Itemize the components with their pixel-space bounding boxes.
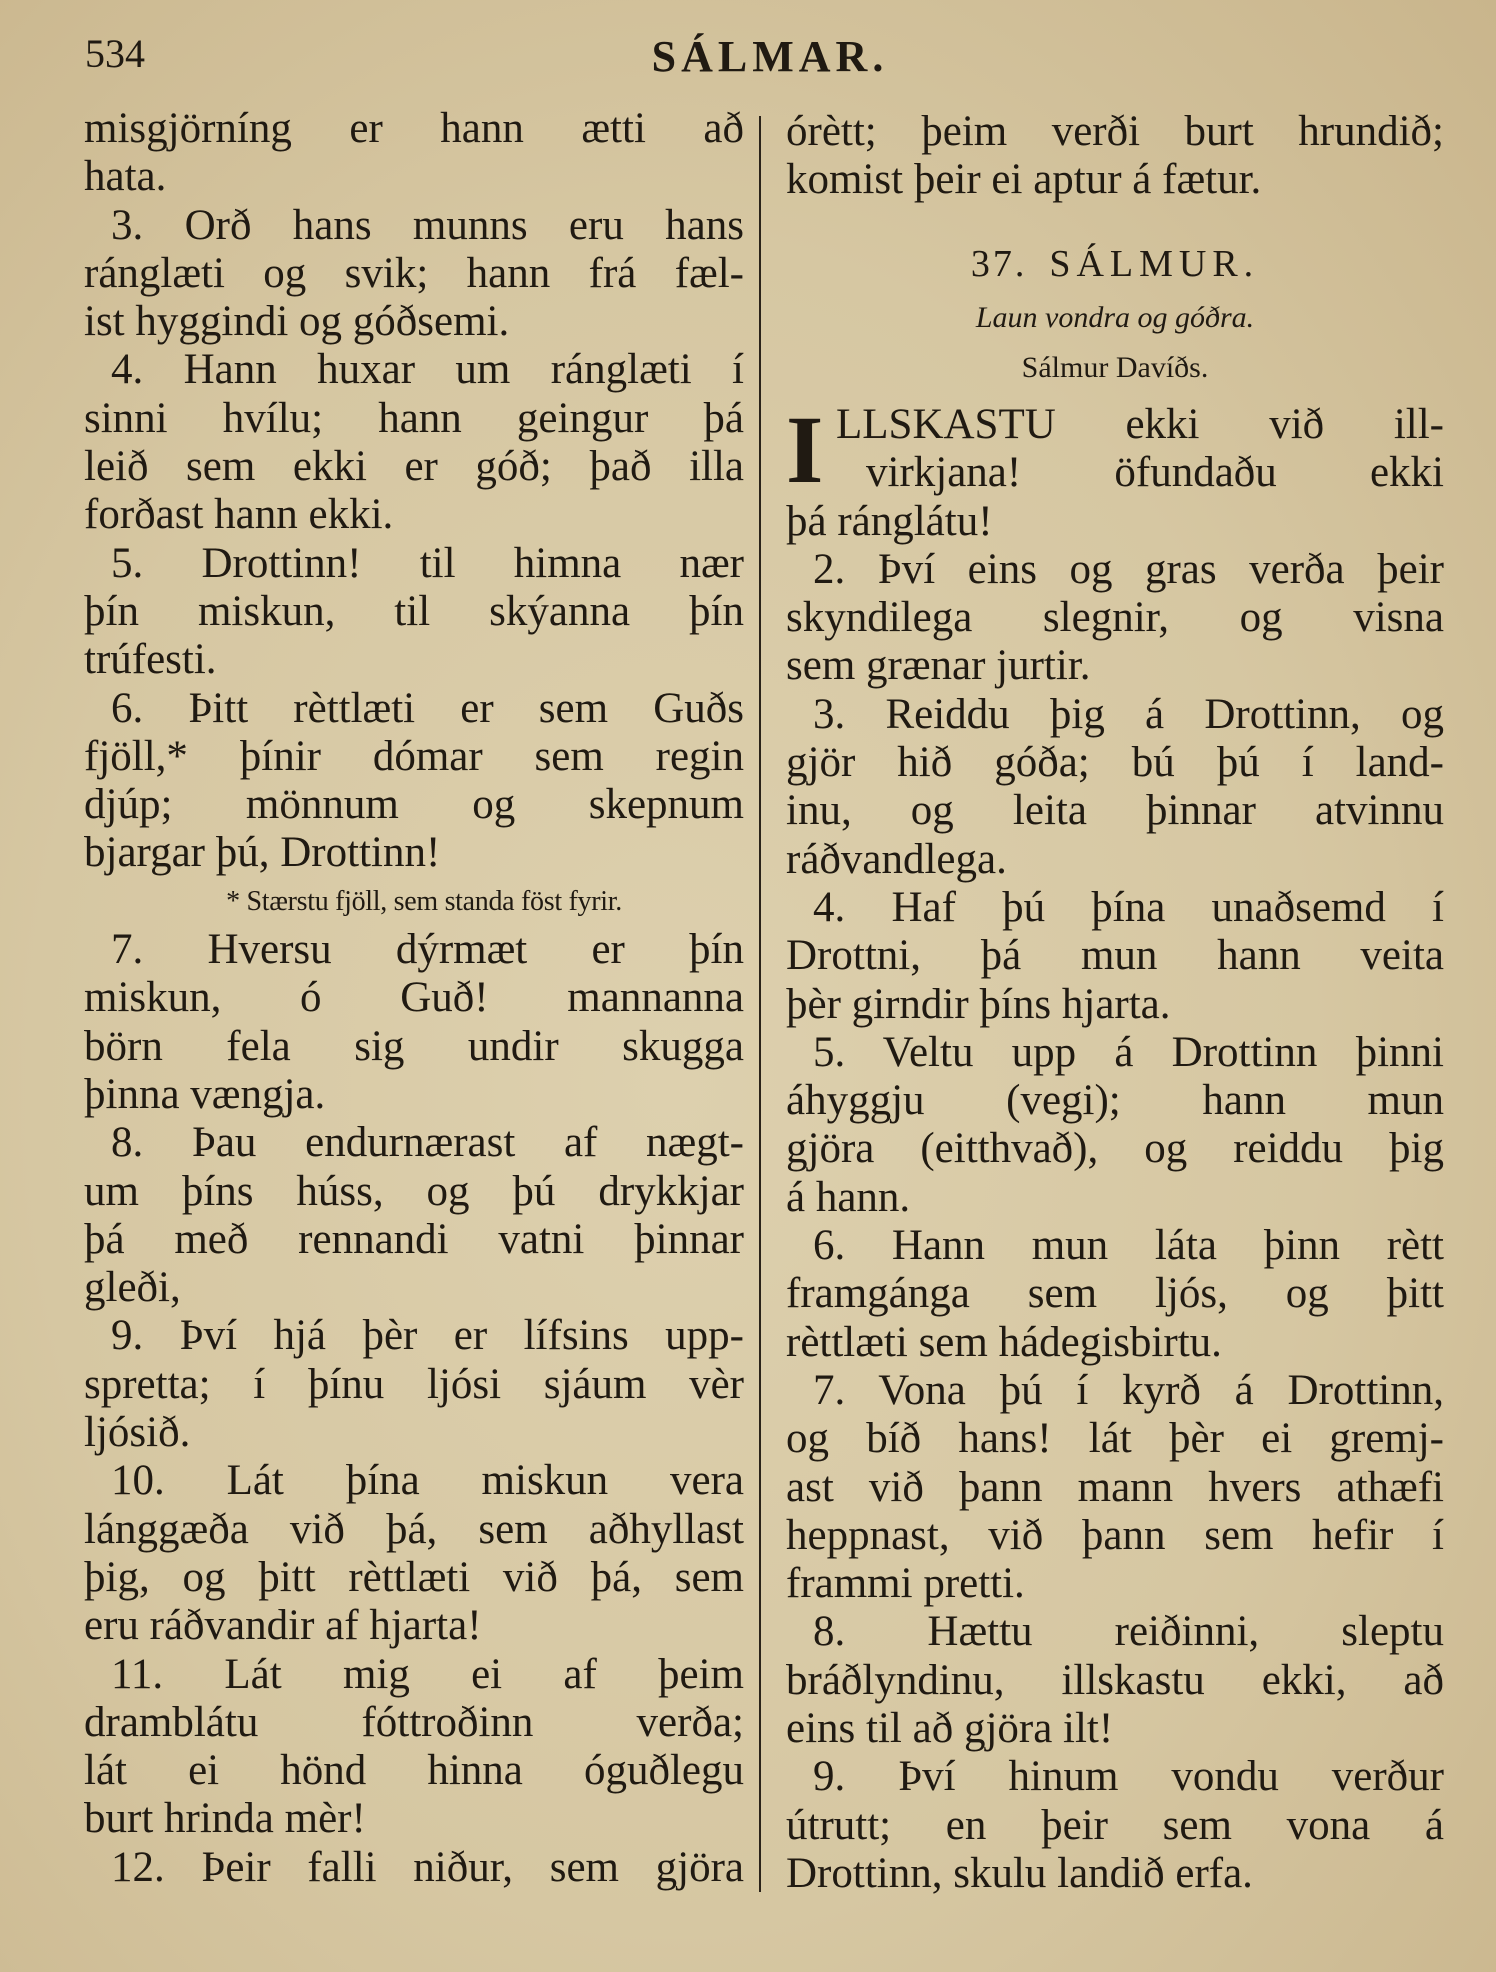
text-line: eins til að gjöra ilt! [786, 1705, 1114, 1753]
text-line: 6. Þitt rèttlæti er sem Guðs [111, 684, 744, 732]
text-line: 8. Þau endurnærast af nægt- [111, 1119, 744, 1167]
text-line: bráðlyndinu, illskastu ekki, að [786, 1656, 1444, 1704]
text-line: djúp; mönnum og skepnum [84, 781, 744, 829]
text-line: 11. Lát mig ei af þeim [111, 1650, 744, 1698]
text-line: ljósið. [84, 1409, 191, 1457]
text-line: þá ránglátu! [786, 497, 993, 545]
text-line: inu, og leita þinnar atvinnu [786, 787, 1444, 835]
text-line: 4. Haf þú þína unaðsemd í [813, 883, 1444, 931]
column-divider [759, 116, 761, 1892]
text-line: hata. [84, 153, 167, 201]
psalm-attribution: Sálmur Davíðs. [1021, 351, 1209, 384]
text-line: lánggæða við þá, sem aðhyllast [84, 1505, 744, 1553]
text-line: þá með rennandi vatni þinnar [84, 1215, 744, 1263]
text-line: gjöra (eitthvað), og reiddu þig [786, 1125, 1444, 1173]
text-line: ist hyggindi og góðsemi. [84, 298, 510, 346]
text-line: ránglæti og svik; hann frá fæl- [84, 249, 744, 297]
text-line: áhyggju (vegi); hann mun [786, 1077, 1444, 1125]
footnote: * Stærstu fjöll, sem standa föst fyrir. [226, 885, 622, 917]
text-line: leið sem ekki er góð; það illa [84, 443, 744, 491]
text-line: fjöll,* þínir dómar sem regin [84, 732, 744, 780]
text-line: ráðvandlega. [786, 835, 1007, 883]
text-line: dramblátu fóttroðinn verða; [84, 1698, 744, 1746]
text-line: 10. Lát þína miskun vera [111, 1457, 744, 1505]
text-line: börn fela sig undir skugga [84, 1022, 744, 1070]
text-line: 9. Því hjá þèr er lífsins upp- [111, 1312, 744, 1360]
psalm-body [786, 396, 1444, 1898]
text-line: 7. Hversu dýrmæt er þín [111, 926, 744, 974]
text-line: framgánga sem ljós, og þitt [786, 1270, 1444, 1318]
psalm-subtitle: Laun vondra og góðra. [975, 301, 1255, 334]
text-line: misgjörníng er hann ætti að [84, 105, 744, 152]
text-line: þín miskun, til skýanna þín [84, 587, 744, 635]
drop-cap: I [786, 396, 824, 503]
text-line: 3. Orð hans munns eru hans [111, 201, 744, 249]
text-line: skyndilega slegnir, og visna [786, 594, 1444, 642]
text-line: 8. Hættu reiðinni, sleptu [813, 1608, 1444, 1656]
text-line: miskun, ó Guð! mannanna [84, 974, 744, 1022]
page-number: 534 [85, 31, 145, 76]
text-line: burt hrinda mèr! [84, 1795, 366, 1843]
text-line: forðast hann ekki. [84, 491, 394, 539]
text-line: um þíns húss, og þú drykkjar [84, 1167, 744, 1215]
text-line: 5. Veltu upp á Drottinn þinni [813, 1028, 1444, 1076]
text-line: Drottinn, skulu landið erfa. [786, 1849, 1253, 1897]
text-line: þig, og þitt rèttlæti við þá, sem [84, 1553, 744, 1601]
text-line: trúfesti. [84, 636, 217, 684]
text-line: og bíð hans! lát þèr ei gremj- [786, 1415, 1444, 1463]
text-line: heppnast, við þann sem hefir í [786, 1511, 1444, 1559]
text-line: 4. Hann huxar um ránglæti í [111, 346, 744, 394]
text-line: Drottni, þá mun hann veita [786, 932, 1444, 980]
text-line: LLSKASTU ekki við ill- [836, 401, 1444, 448]
psalm-title: SÁLMUR. [1049, 243, 1260, 285]
text-line: sem grænar jurtir. [786, 642, 1091, 690]
psalm-number: 37. [970, 243, 1028, 285]
text-line: á hann. [786, 1173, 911, 1221]
text-line: ast við þann mann hvers athæfi [786, 1463, 1444, 1511]
text-line: spretta; í þínu ljósi sjáum vèr [84, 1360, 744, 1408]
text-line: 3. Reiddu þig á Drottinn, og [813, 690, 1444, 738]
text-line: sinni hvílu; hann geingur þá [84, 394, 744, 442]
text-line: órètt; þeim verði burt hrundið; [786, 108, 1444, 155]
text-line: gjör hið góða; bú þú í land- [786, 739, 1444, 787]
text-line: eru ráðvandir af hjarta! [84, 1602, 482, 1650]
text-line: virkjana! öfundaðu ekki [866, 449, 1444, 497]
text-line: útrutt; en þeir sem vona á [786, 1801, 1444, 1849]
text-line: 9. Því hinum vondu verður [813, 1753, 1444, 1801]
text-line: 7. Vona þú í kyrð á Drottinn, [813, 1366, 1444, 1414]
text-line: 12. Þeir falli niður, sem gjöra [111, 1843, 744, 1891]
text-line: lát ei hönd hinna óguðlegu [84, 1747, 744, 1795]
psalm-heading [786, 240, 1444, 288]
running-title: SÁLMAR. [651, 32, 889, 81]
text-line: gleði, [84, 1264, 181, 1312]
text-line: rèttlæti sem hádegisbirtu. [786, 1318, 1222, 1366]
left-column [84, 105, 744, 1892]
text-line: bjargar þú, Drottinn! [84, 829, 441, 877]
text-line: 2. Því eins og gras verða þeir [813, 545, 1444, 593]
right-column-continued-text [786, 108, 1444, 205]
text-line: frammi pretti. [786, 1560, 1025, 1608]
text-line: þèr girndir þíns hjarta. [786, 980, 1171, 1028]
text-line: þinna vængja. [84, 1070, 326, 1118]
text-line: 6. Hann mun láta þinn rètt [813, 1222, 1444, 1270]
text-line: komist þeir ei aptur á fætur. [786, 156, 1262, 204]
text-line: 5. Drottinn! til himna nær [111, 539, 744, 587]
